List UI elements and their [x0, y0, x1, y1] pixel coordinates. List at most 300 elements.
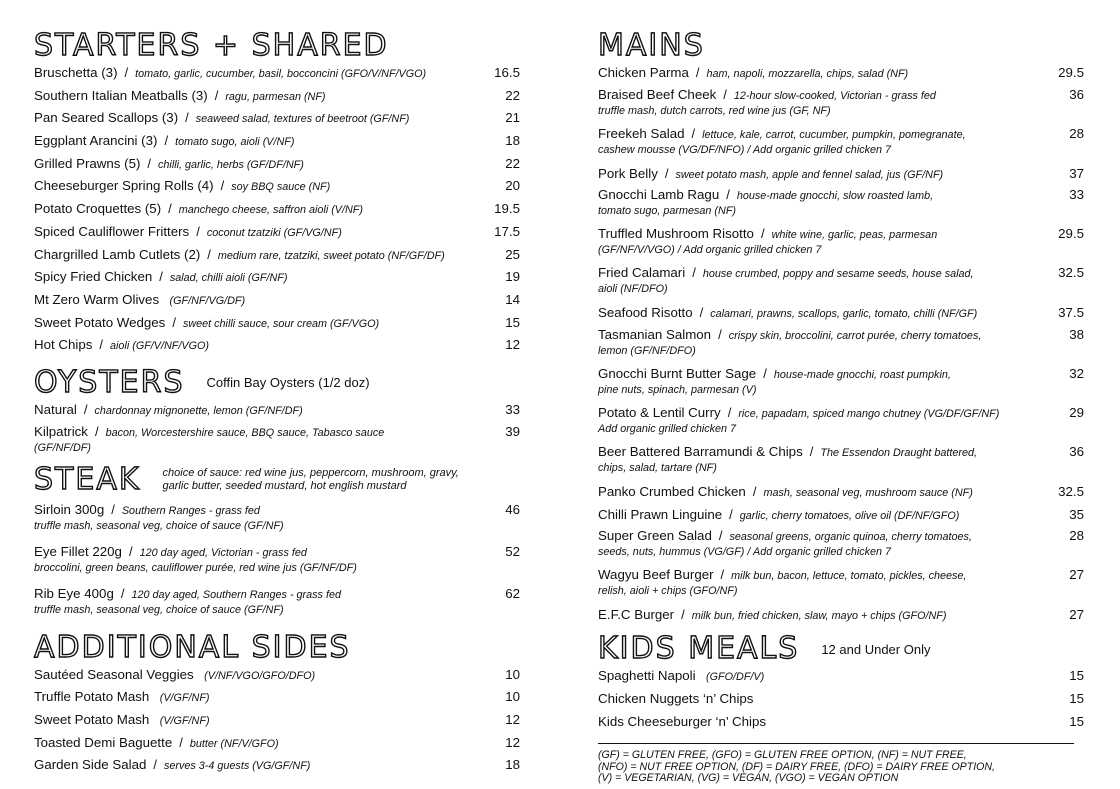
- menu-item-text: [598, 667, 1058, 686]
- menu-item-line: [598, 366, 1046, 383]
- menu-item: [598, 506, 1084, 529]
- menu-item-description: 120 day aged, Southern Ranges - grass fed: [131, 588, 341, 601]
- menu-item-name: Eggplant Arancini (3): [34, 133, 158, 149]
- menu-item-description: sweet potato mash, apple and fennel salad, jus (GF/NF): [675, 168, 944, 181]
- menu-item-text: [34, 756, 494, 775]
- steak-header: [34, 462, 520, 498]
- menu-item-text: [598, 690, 1058, 708]
- menu-item-price: 10: [505, 666, 520, 682]
- menu-item: [34, 268, 520, 291]
- menu-item-text: [34, 64, 494, 83]
- menu-item-line: [598, 226, 1046, 243]
- menu-item-price: 35: [1069, 506, 1084, 522]
- separator-slash: /: [99, 337, 104, 353]
- menu-item-description: Southern Ranges - grass fed: [121, 504, 260, 517]
- menu-item: [598, 713, 1084, 736]
- dietary-key-line3: (V) = VEGETARIAN, (VG) = VEGAN, (VGO) = VEGAN OPTION: [598, 772, 899, 785]
- menu-item-text: [34, 109, 494, 128]
- menu-item-price: 16.5: [494, 65, 520, 80]
- kids-list: [598, 667, 1084, 735]
- menu-item-name: Panko Crumbed Chicken: [598, 484, 746, 500]
- separator-slash: /: [179, 734, 183, 750]
- menu-item-line: [598, 126, 1046, 143]
- menu-item: [598, 226, 1084, 258]
- menu-item-price: 22: [505, 155, 520, 171]
- menu-item-price: 37.5: [1058, 305, 1084, 321]
- menu-item: [34, 132, 520, 155]
- menu-item-line: [34, 666, 482, 685]
- separator-slash: /: [752, 484, 757, 500]
- menu-item-name: Eye Fillet 220g: [34, 543, 122, 559]
- menu-item-name: Cheeseburger Spring Rolls (4): [34, 178, 214, 194]
- separator-slash: /: [147, 155, 152, 171]
- menu-item-text: [598, 226, 1058, 258]
- menu-item-name: Natural: [34, 401, 77, 417]
- separator-slash: /: [726, 187, 730, 203]
- menu-item-line: [34, 688, 482, 707]
- menu-item-text: [34, 268, 494, 287]
- menu-item: [34, 336, 520, 359]
- separator-slash: /: [727, 405, 732, 421]
- menu-item-price: 27: [1069, 567, 1084, 583]
- menu-item-name: Pan Seared Scallops (3): [34, 110, 179, 126]
- separator-slash: /: [681, 607, 685, 623]
- menu-item-name: Freekeh Salad: [598, 125, 685, 141]
- menu-item-text: [598, 327, 1058, 359]
- menu-item-description: aioli (GF/V/NF/VGO): [110, 340, 209, 353]
- menu-item-line: [34, 87, 482, 106]
- menu-item-name: Sweet Potato Wedges: [34, 314, 166, 330]
- menu-item-price: 22: [505, 87, 520, 103]
- menu-item-name: Beer Battered Barramundi & Chips: [598, 444, 803, 460]
- menu-item-price: 28: [1069, 528, 1084, 544]
- menu-item-line: [34, 734, 482, 753]
- menu-item: [34, 109, 520, 132]
- separator-slash: /: [720, 567, 725, 583]
- menu-item-line: [598, 528, 1046, 545]
- menu-item-name: Fried Calamari: [598, 265, 686, 281]
- menu-item-description: (GFO/DF/V): [706, 671, 765, 684]
- menu-item: [598, 405, 1084, 437]
- menu-item-text: [34, 734, 494, 753]
- menu-item-line: [598, 165, 1046, 184]
- menu-item-price: 36: [1069, 444, 1084, 460]
- separator-slash: /: [207, 246, 211, 262]
- menu-item-price: 52: [505, 543, 520, 559]
- menu-item-line: [34, 424, 482, 441]
- menu-item-price: 28: [1069, 125, 1084, 141]
- left-column: [34, 28, 520, 779]
- menu-item-line: [34, 314, 482, 333]
- menu-item-line: [34, 756, 482, 775]
- menu-item-description: ragu, parmesan (NF): [225, 90, 326, 103]
- menu-item: [598, 483, 1084, 506]
- menu-item-description-line2: broccolini, green beans, cauliflower purée, red wine jus (GF/NF/DF): [34, 561, 357, 574]
- menu-item-text: [598, 304, 1058, 323]
- menu-item: [34, 291, 520, 314]
- menu-item-description-line2: Add organic grilled chicken 7: [598, 423, 737, 436]
- kids-heading: KIDS MEALS: [598, 631, 800, 667]
- menu-item-description-line2: truffle mash, seasonal veg, choice of sauce (GF/NF): [34, 603, 284, 616]
- dietary-key-line1: (GF) = GLUTEN FREE, (GFO) = GLUTEN FREE OPTION, (NF) = NUT FREE,: [598, 749, 967, 762]
- menu-item-description-line2: cashew mousse (VG/DF/NFO) / Add organic grilled chicken 7: [598, 143, 892, 156]
- menu-item-name: Pork Belly: [598, 165, 658, 181]
- menu-item-text: [34, 586, 494, 618]
- separator-slash: /: [695, 65, 700, 80]
- menu-item-name: Wagyu Beef Burger: [598, 567, 714, 583]
- menu-item-line: [34, 586, 482, 603]
- menu-item-description: 120 day aged, Victorian - grass fed: [139, 546, 307, 559]
- sides-heading: ADDITIONAL SIDES: [34, 629, 351, 665]
- separator-slash: /: [723, 86, 727, 102]
- menu-item-text: [34, 291, 494, 310]
- separator-slash: /: [760, 226, 765, 242]
- menu-item-line: [34, 155, 482, 174]
- menu-item-price: 32.5: [1058, 265, 1084, 281]
- menu-item-text: [598, 126, 1058, 158]
- menu-item-line: [598, 444, 1046, 461]
- menu-item-name: Sautéed Seasonal Veggies: [34, 666, 194, 682]
- menu-item-text: [34, 87, 494, 106]
- menu-item-description: bacon, Worcestershire sauce, BBQ sauce, Tabasco sauce: [105, 426, 385, 439]
- menu-item-description-line2: seeds, nuts, hummus (VG/GF) / Add organic grilled chicken 7: [598, 546, 892, 559]
- menu-item-text: [34, 711, 494, 730]
- menu-item-name: Gnocchi Lamb Ragu: [598, 187, 720, 203]
- menu-item-description: 12-hour slow-cooked, Victorian - grass fed: [733, 89, 936, 102]
- menu-item-description: (GF/NF/VG/DF): [169, 294, 246, 307]
- menu-item-price: 36: [1069, 86, 1084, 102]
- menu-item-line: [34, 401, 482, 420]
- menu-item-description: sweet chilli sauce, sour cream (GF/VGO): [182, 317, 380, 330]
- menu-item-text: [598, 265, 1058, 297]
- mains-list: [598, 64, 1084, 629]
- menu-item-text: [34, 314, 494, 333]
- menu-item-description: butter (NF/V/GFO): [189, 737, 279, 750]
- separator-slash: /: [120, 585, 125, 601]
- menu-item-line: [598, 405, 1046, 422]
- menu-item-name: Spaghetti Napoli: [598, 668, 696, 684]
- menu-item-description: chilli, garlic, herbs (GF/DF/NF): [158, 158, 304, 171]
- menu-item-price: 29: [1069, 405, 1084, 421]
- menu-item: [34, 544, 520, 576]
- separator-slash: /: [196, 223, 200, 239]
- menu-item-description: seasonal greens, organic quinoa, cherry tomatoes,: [729, 531, 972, 544]
- menu-item-name: Potato & Lentil Curry: [598, 405, 721, 421]
- menu-item: [34, 246, 520, 269]
- separator-slash: /: [718, 528, 723, 544]
- kids-note: 12 and Under Only: [821, 641, 931, 657]
- menu-item: [34, 64, 520, 87]
- menu-item-description: chardonnay mignonette, lemon (GF/NF/DF): [94, 404, 303, 417]
- menu-item-line: [34, 268, 482, 287]
- menu-item-price: 19.5: [494, 201, 520, 217]
- menu-item-name: Kids Cheeseburger ‘n’ Chips: [598, 713, 767, 729]
- steak-sauce-note: [163, 467, 459, 493]
- menu-item-price: 27: [1069, 607, 1084, 623]
- menu-item-text: [598, 713, 1058, 731]
- menu-item-description: house-made gnocchi, roast pumpkin,: [773, 369, 951, 382]
- menu-item-line: [34, 246, 482, 265]
- menu-item-line: [598, 64, 1046, 83]
- menu-item-price: 12: [505, 712, 520, 727]
- menu-item: [34, 200, 520, 223]
- sides-list: [34, 666, 520, 779]
- menu-item-text: [34, 688, 494, 707]
- menu-item-text: [34, 666, 494, 685]
- menu-item-description: ham, napoli, mozzarella, chips, salad (NF): [706, 68, 909, 80]
- oysters-header: [34, 365, 520, 401]
- menu-item-text: [34, 200, 494, 219]
- menu-item: [598, 64, 1084, 87]
- menu-item-line: [598, 87, 1046, 104]
- menu-item-name: Grilled Prawns (5): [34, 155, 141, 171]
- menu-item-price: 21: [505, 110, 520, 126]
- menu-item-name: Spicy Fried Chicken: [34, 269, 153, 285]
- menu-item: [598, 567, 1084, 599]
- menu-item-name: Hot Chips: [34, 337, 93, 353]
- menu-item-name: Truffle Potato Mash: [34, 689, 150, 705]
- menu-item-text: [34, 336, 494, 355]
- menu-item-line: [34, 502, 482, 519]
- menu-item-description-line2: lemon (GF/NF/DFO): [598, 345, 696, 358]
- menu-item-price: 10: [505, 689, 520, 705]
- menu-item-description: lettuce, kale, carrot, cucumber, pumpkin, pomegranate,: [702, 128, 966, 141]
- separator-slash: /: [214, 87, 219, 103]
- menu-item-line: [34, 711, 482, 730]
- menu-item-description-line2: aioli (NF/DFO): [598, 283, 668, 296]
- menu-item-description: calamari, prawns, scallops, garlic, tomato, chilli (NF/GF): [710, 308, 978, 321]
- menu-item-text: [598, 506, 1058, 525]
- menu-item-name: Chicken Parma: [598, 65, 689, 80]
- menu-item-description: crispy skin, broccolini, carrot purée, cherry tomatoes,: [728, 330, 982, 343]
- menu-item-description-line2: truffle mash, dutch carrots, red wine jus (GF, NF): [598, 104, 831, 117]
- separator-slash: /: [128, 543, 133, 559]
- menu-item-price: 32.5: [1058, 484, 1084, 500]
- menu-item-name: Seafood Risotto: [598, 305, 693, 321]
- menu-item-description: soy BBQ sauce (NF): [231, 181, 331, 194]
- menu-item-price: 38: [1069, 327, 1084, 343]
- menu-item: [34, 734, 520, 757]
- menu-item-price: 19: [505, 269, 520, 285]
- separator-slash: /: [94, 423, 99, 439]
- menu-item-name: Tasmanian Salmon: [598, 327, 712, 343]
- steak-sauce-note-line2: garlic butter, seeded mustard, hot english mustard: [162, 479, 407, 492]
- menu-item: [34, 688, 520, 711]
- menu-item-name: Chilli Prawn Linguine: [598, 506, 723, 522]
- separator-slash: /: [124, 65, 129, 80]
- menu-item-line: [598, 187, 1046, 204]
- menu-item-description-line2: (GF/NF/DF): [34, 441, 91, 454]
- menu-item: [34, 756, 520, 779]
- menu-item: [598, 366, 1084, 398]
- menu-item: [598, 126, 1084, 158]
- menu-item-description: house crumbed, poppy and sesame seeds, house salad,: [702, 268, 974, 281]
- separator-slash: /: [664, 165, 669, 181]
- menu-item: [598, 444, 1084, 476]
- menu-item-description-line2: relish, aioli + chips (GFO/NF): [598, 585, 738, 598]
- menu-item-line: [598, 606, 1046, 625]
- menu-item-text: [34, 544, 494, 576]
- steak-list: [34, 502, 520, 618]
- menu-item-name: Rib Eye 400g: [34, 585, 114, 601]
- menu-item-text: [598, 405, 1058, 437]
- menu-item-name: Braised Beef Cheek: [598, 86, 717, 102]
- menu-item: [34, 155, 520, 178]
- menu-item-line: [598, 304, 1046, 323]
- menu-item-description: milk bun, fried chicken, slaw, mayo + chips (GFO/NF): [691, 610, 947, 623]
- menu-item: [34, 586, 520, 618]
- separator-slash: /: [809, 444, 814, 460]
- menu-item-description: house-made gnocchi, slow roasted lamb,: [736, 190, 934, 203]
- menu-item-description: (V/GF/NF): [159, 715, 210, 727]
- menu-item-line: [34, 109, 482, 128]
- menu-item: [598, 528, 1084, 560]
- menu-item-description: milk bun, bacon, lettuce, tomato, pickles, cheese,: [731, 570, 967, 583]
- menu-item-name: Kilpatrick: [34, 423, 88, 439]
- steak-heading: STEAK: [34, 461, 141, 497]
- menu-item-name: Mt Zero Warm Olives: [34, 291, 160, 307]
- dietary-key-line2: (NFO) = NUT FREE OPTION, (DF) = DAIRY FREE, (DFO) = DAIRY FREE OPTION,: [598, 760, 996, 773]
- menu-item-description: mash, seasonal veg, mushroom sauce (NF): [763, 487, 973, 500]
- menu-item-description: The Essendon Draught battered,: [820, 447, 978, 460]
- menu-item: [34, 223, 520, 246]
- menu-item-description: (V/NF/VGO/GFO/DFO): [204, 669, 316, 682]
- menu-item-text: [598, 187, 1058, 219]
- menu-item-text: [34, 424, 494, 456]
- separator-slash: /: [164, 133, 169, 149]
- menu-item-text: [598, 606, 1058, 625]
- menu-item-price: 29.5: [1058, 65, 1084, 80]
- separator-slash: /: [763, 366, 767, 382]
- separator-slash: /: [172, 314, 176, 330]
- menu-item-price: 12: [505, 337, 520, 353]
- menu-item: [598, 327, 1084, 359]
- menu-item-line: [598, 265, 1046, 282]
- menu-item-name: Truffled Mushroom Risotto: [598, 226, 754, 242]
- menu-item-line: [34, 64, 482, 83]
- menu-item-line: [34, 200, 482, 219]
- menu-item: [34, 502, 520, 534]
- menu-item-line: [598, 506, 1046, 525]
- menu-item-line: [598, 667, 1046, 686]
- starters-heading: STARTERS + SHARED: [34, 28, 389, 63]
- menu-item-name: Garden Side Salad: [34, 757, 147, 773]
- menu-item-line: [598, 567, 1046, 584]
- menu-item: [34, 177, 520, 200]
- separator-slash: /: [718, 327, 722, 343]
- menu-item: [598, 606, 1084, 629]
- menu-item-price: 20: [505, 178, 520, 194]
- separator-slash: /: [692, 265, 696, 281]
- menu-item-line: [34, 223, 482, 242]
- separator-slash: /: [729, 506, 733, 522]
- separator-slash: /: [168, 201, 172, 217]
- oysters-list: [34, 401, 520, 456]
- menu-item-name: Southern Italian Meatballs (3): [34, 87, 208, 103]
- menu-item-price: 62: [505, 585, 520, 601]
- menu-item-text: [598, 64, 1058, 83]
- menu-item-price: 17.5: [494, 223, 520, 239]
- menu-item-name: Sirloin 300g: [34, 501, 105, 517]
- right-column: [598, 28, 1084, 785]
- separator-slash: /: [153, 757, 157, 773]
- dietary-key: [598, 743, 1074, 785]
- menu-item: [598, 265, 1084, 297]
- menu-item-text: [34, 502, 494, 534]
- menu-item-description: coconut tzatziki (GF/VG/NF): [206, 226, 342, 239]
- menu-item-price: 37: [1069, 165, 1084, 181]
- menu-item-text: [34, 246, 494, 265]
- separator-slash: /: [220, 178, 225, 194]
- separator-slash: /: [83, 401, 88, 417]
- menu-item-description-line2: chips, salad, tartare (NF): [598, 462, 717, 475]
- menu-item-description: garlic, cherry tomatoes, olive oil (DF/NF/GFO): [739, 509, 960, 522]
- menu-item: [598, 304, 1084, 327]
- mains-heading: MAINS: [598, 28, 705, 63]
- menu-item-line: [34, 336, 482, 355]
- menu-item-price: 15: [1069, 668, 1084, 684]
- menu-item: [34, 424, 520, 456]
- menu-item-name: Spiced Cauliflower Fritters: [34, 223, 190, 239]
- menu-item-price: 29.5: [1058, 226, 1084, 242]
- menu-item-text: [34, 155, 494, 174]
- menu-item-name: Chargrilled Lamb Cutlets (2): [34, 246, 201, 262]
- menu-item-name: Super Green Salad: [598, 528, 712, 544]
- menu-item-description-line2: pine nuts, spinach, parmesan (V): [598, 384, 757, 397]
- menu-item-text: [598, 87, 1058, 119]
- menu-item-description: seaweed salad, textures of beetroot (GF/NF): [195, 113, 410, 126]
- menu-item-name: Chicken Nuggets ‘n’ Chips: [598, 690, 754, 706]
- menu-item: [598, 165, 1084, 188]
- menu-item-price: 14: [505, 291, 520, 307]
- menu-item-line: [34, 291, 482, 310]
- menu-item-description: tomato sugo, aioli (V/NF): [175, 136, 295, 149]
- menu-item-line: [34, 132, 482, 151]
- menu-item-price: 12: [505, 734, 520, 750]
- menu-item-name: Potato Croquettes (5): [34, 201, 162, 217]
- menu-item-price: 39: [505, 423, 520, 439]
- menu-item-description-line2: (GF/NF/V/VGO) / Add organic grilled chicken 7: [598, 244, 822, 257]
- menu-item: [598, 690, 1084, 713]
- menu-item-description: salad, chilli aioli (GF/NF): [169, 272, 288, 285]
- menu-item-price: 15: [1069, 713, 1084, 729]
- separator-slash: /: [111, 501, 115, 517]
- kids-header: [598, 631, 1084, 667]
- menu-item-text: [34, 132, 494, 151]
- menu-item-description-line2: truffle mash, seasonal veg, choice of sauce (GF/NF): [34, 519, 284, 532]
- menu-item-text: [34, 223, 494, 242]
- menu-item-name: Bruschetta (3): [34, 65, 118, 80]
- menu-item-text: [598, 528, 1058, 560]
- menu-item-price: 33: [1069, 187, 1084, 203]
- menu-item-description: manchego cheese, saffron aioli (V/NF): [178, 204, 363, 217]
- menu-item-price: 33: [505, 401, 520, 417]
- menu-item-price: 25: [505, 246, 520, 262]
- menu-item-price: 15: [505, 314, 520, 330]
- menu-item-price: 15: [1069, 690, 1084, 706]
- separator-slash: /: [185, 110, 189, 126]
- menu-item-text: [34, 401, 494, 420]
- menu-item-description: rice, papadam, spiced mango chutney (VG/DF/GF/NF): [738, 408, 1000, 421]
- menu-item-description-line2: tomato sugo, parmesan (NF): [598, 205, 737, 218]
- menu-item-description: serves 3-4 guests (VG/GF/NF): [164, 760, 311, 773]
- menu-item-description: (V/GF/NF): [159, 692, 210, 705]
- menu-item-name: E.F.C Burger: [598, 607, 675, 623]
- menu-item: [598, 187, 1084, 219]
- menu-item: [34, 314, 520, 337]
- menu-item-text: [598, 366, 1058, 398]
- menu-item-description: medium rare, tzatziki, sweet potato (NF/GF/DF): [217, 249, 445, 262]
